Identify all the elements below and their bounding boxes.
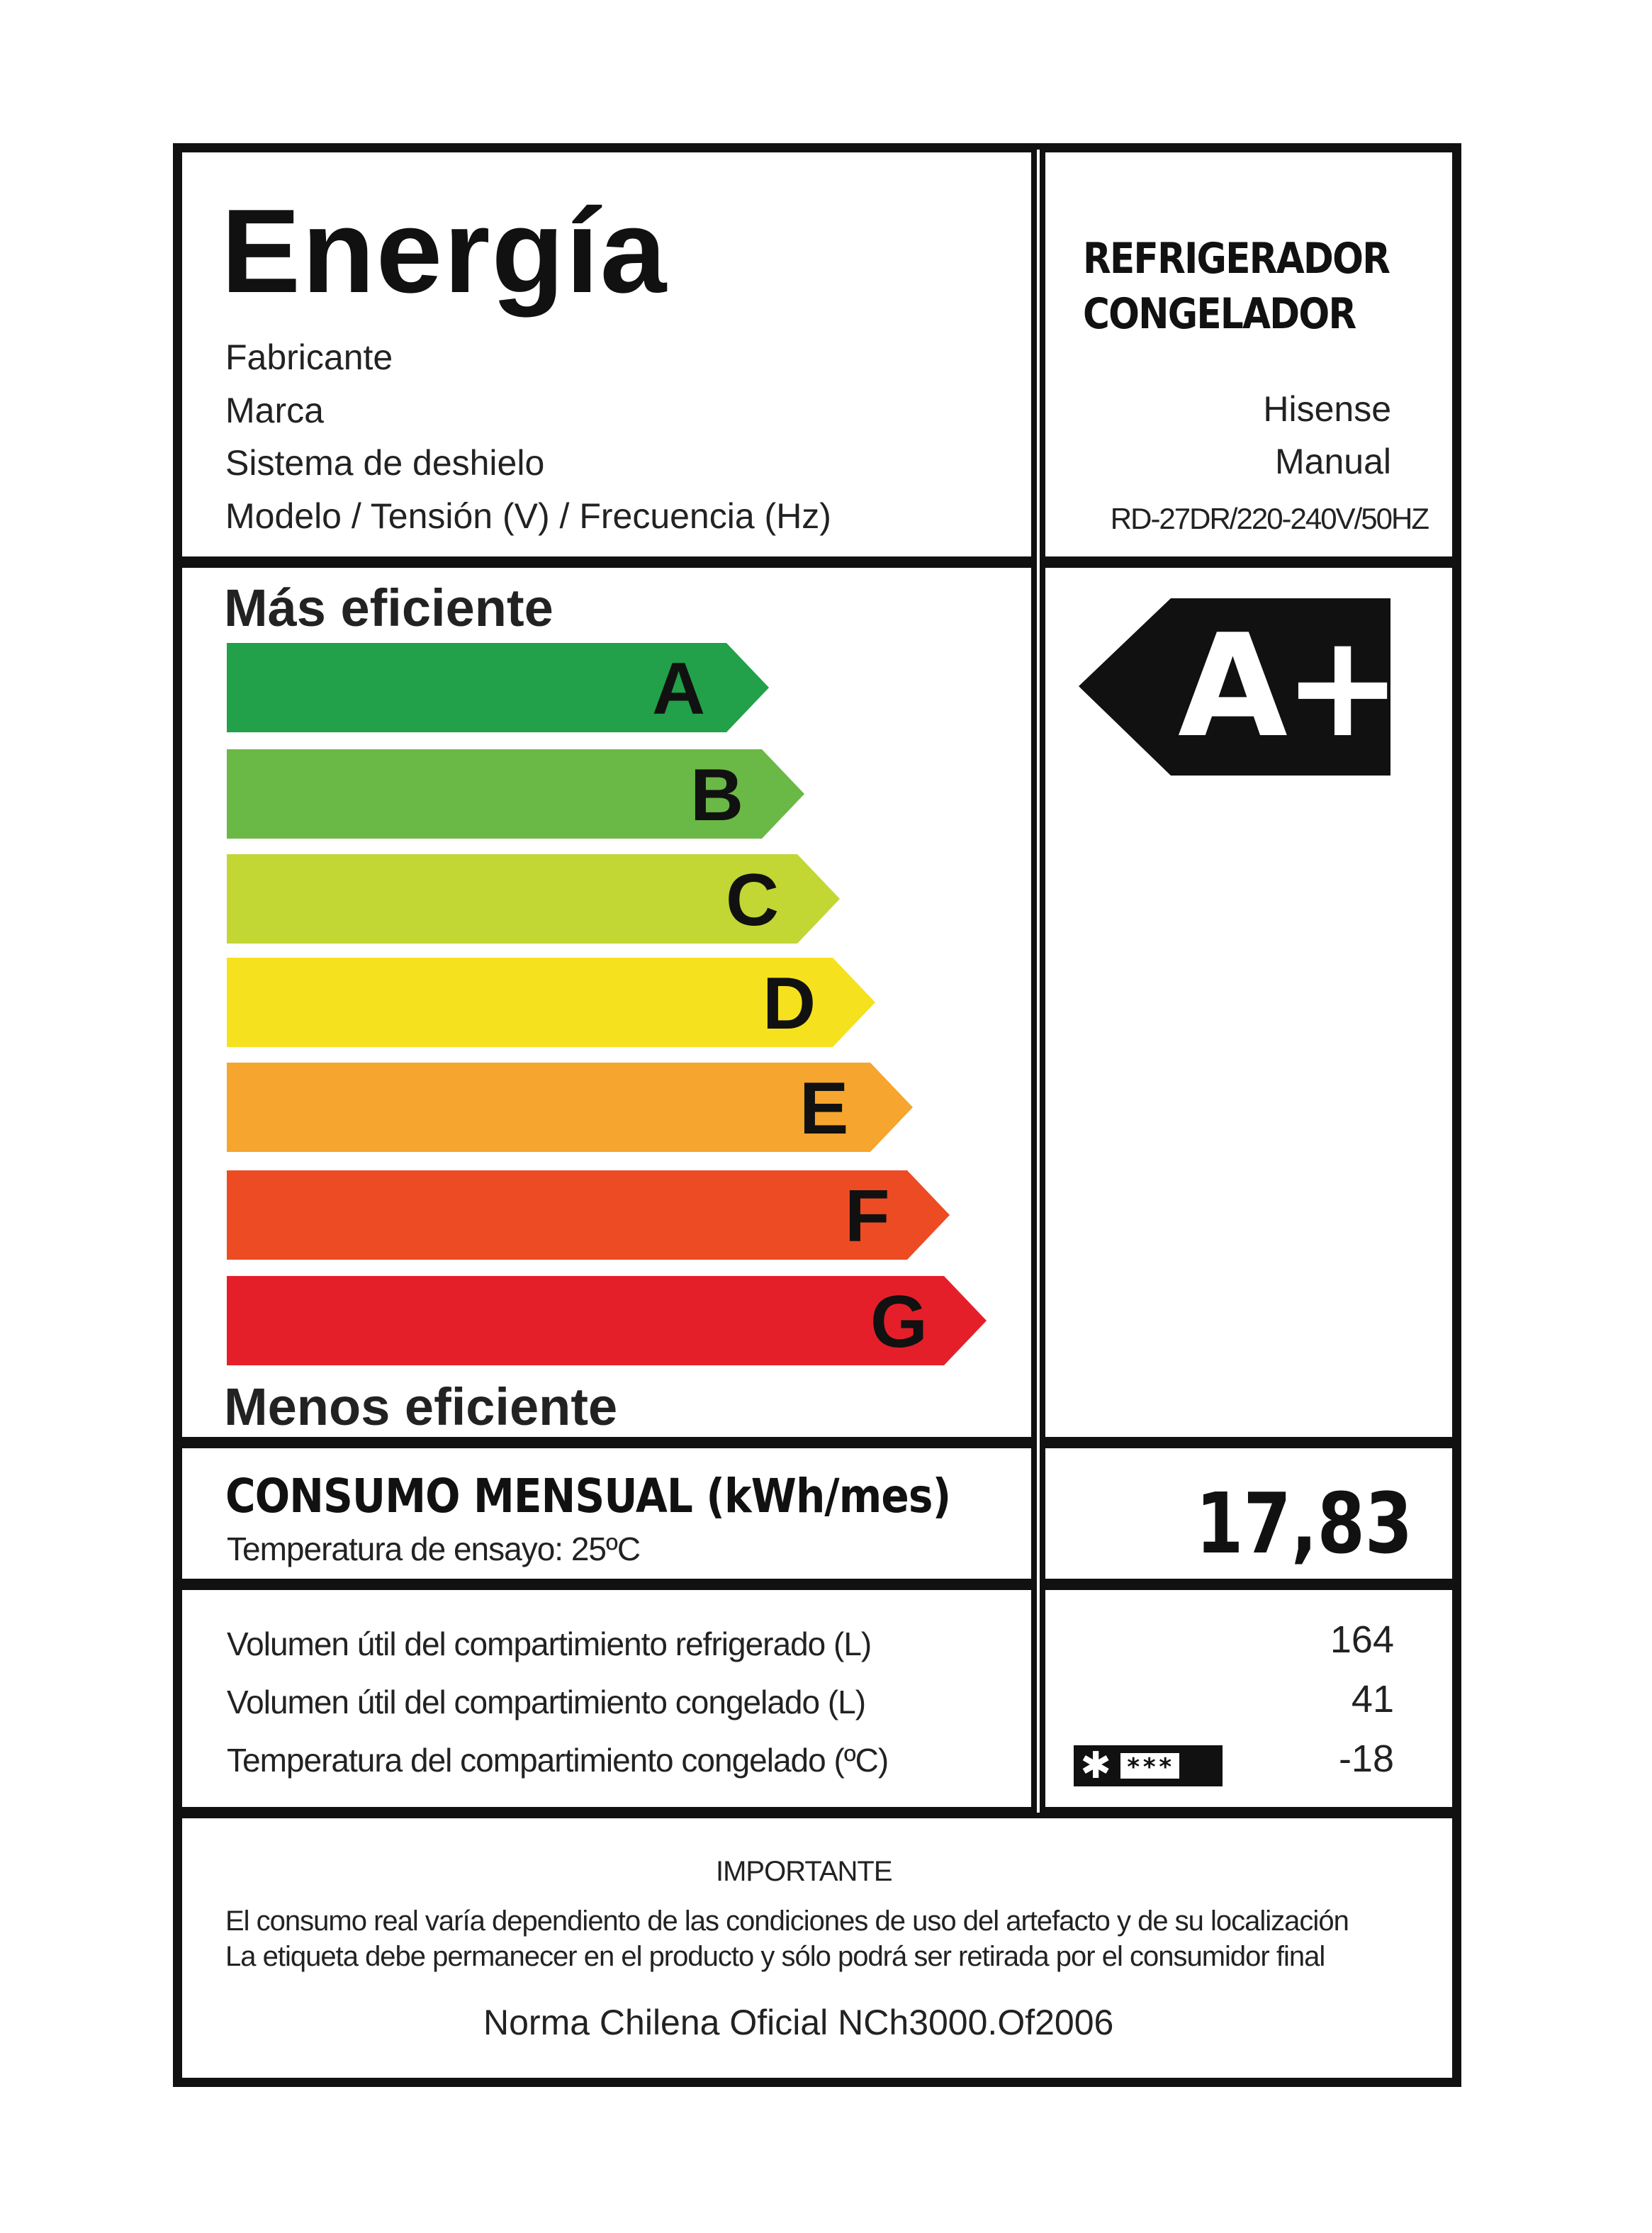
energy-class-c-letter: C [726, 859, 780, 941]
energy-class-b-bar [227, 749, 808, 839]
snowflake-icon: ✱ [1080, 1745, 1111, 1787]
energy-class-f-bar [227, 1170, 953, 1260]
manufacturer-label: Fabricante [225, 337, 393, 377]
most-efficient-label: Más eficiente [224, 578, 554, 637]
energy-class-a-bar [227, 643, 772, 732]
defrost-label: Sistema de deshielo [225, 443, 545, 483]
energy-class-f-letter: F [845, 1175, 890, 1258]
energy-class-g-letter: G [870, 1281, 928, 1363]
energy-class-d-letter: D [763, 963, 816, 1045]
important-heading: IMPORTANTE [716, 1856, 892, 1887]
brand-value: Hisense [1263, 389, 1391, 429]
freezer-volume-label: Volumen útil del compartimiento congelado (L) [227, 1684, 866, 1720]
energy-class-g-bar [227, 1276, 992, 1365]
fridge-volume-label: Volumen útil del compartimiento refrigerado (L) [227, 1625, 872, 1662]
least-efficient-label: Menos eficiente [224, 1377, 618, 1436]
freezer-temperature-label: Temperatura del compartimiento congelado (ºC) [227, 1742, 889, 1779]
disclaimer-line-2: La etiqueta debe permanecer en el producto y sólo podrá ser retirada por el consumidor final [225, 1941, 1325, 1972]
energy-class-e-bar [227, 1063, 918, 1152]
model-label: Modelo / Tensión (V) / Frecuencia (Hz) [225, 496, 831, 536]
energy-class-c-bar [227, 854, 843, 944]
rating-indicator [1079, 598, 1398, 776]
defrost-value: Manual [1275, 442, 1391, 481]
freezer-temperature-value: -18 [1338, 1737, 1394, 1780]
monthly-consumption-value: 17,83 [1195, 1474, 1412, 1572]
model-value: RD-27DR/220-240V/50HZ [1110, 502, 1428, 535]
energy-class-d-bar [227, 958, 879, 1047]
rating-value: A+ [1178, 604, 1398, 769]
test-temperature-label: Temperatura de ensayo: 25ºC [227, 1530, 641, 1567]
brand-label: Marca [225, 391, 324, 430]
freezer-volume-value: 41 [1351, 1678, 1394, 1720]
disclaimer-line-1: El consumo real varía dependiento de las condiciones de uso del artefacto y de su localización [225, 1905, 1349, 1937]
norm-reference: Norma Chilena Oficial NCh3000.Of2006 [483, 2003, 1114, 2042]
consumption-label: CONSUMO MENSUAL (kWh/mes) [225, 1469, 951, 1523]
header-right-box [1040, 147, 1458, 562]
fridge-volume-value: 164 [1330, 1618, 1394, 1661]
energy-class-e-letter: E [799, 1068, 849, 1150]
energy-class-b-letter: B [690, 754, 744, 836]
star-rating: *** [1120, 1753, 1179, 1779]
freezer-star-badge [1074, 1745, 1223, 1786]
category-line-1: REFRIGERADOR [1083, 234, 1390, 284]
category-line-2: CONGELADOR [1083, 289, 1356, 339]
energy-class-a-letter: A [652, 648, 706, 730]
label-title: Energía [221, 184, 668, 318]
